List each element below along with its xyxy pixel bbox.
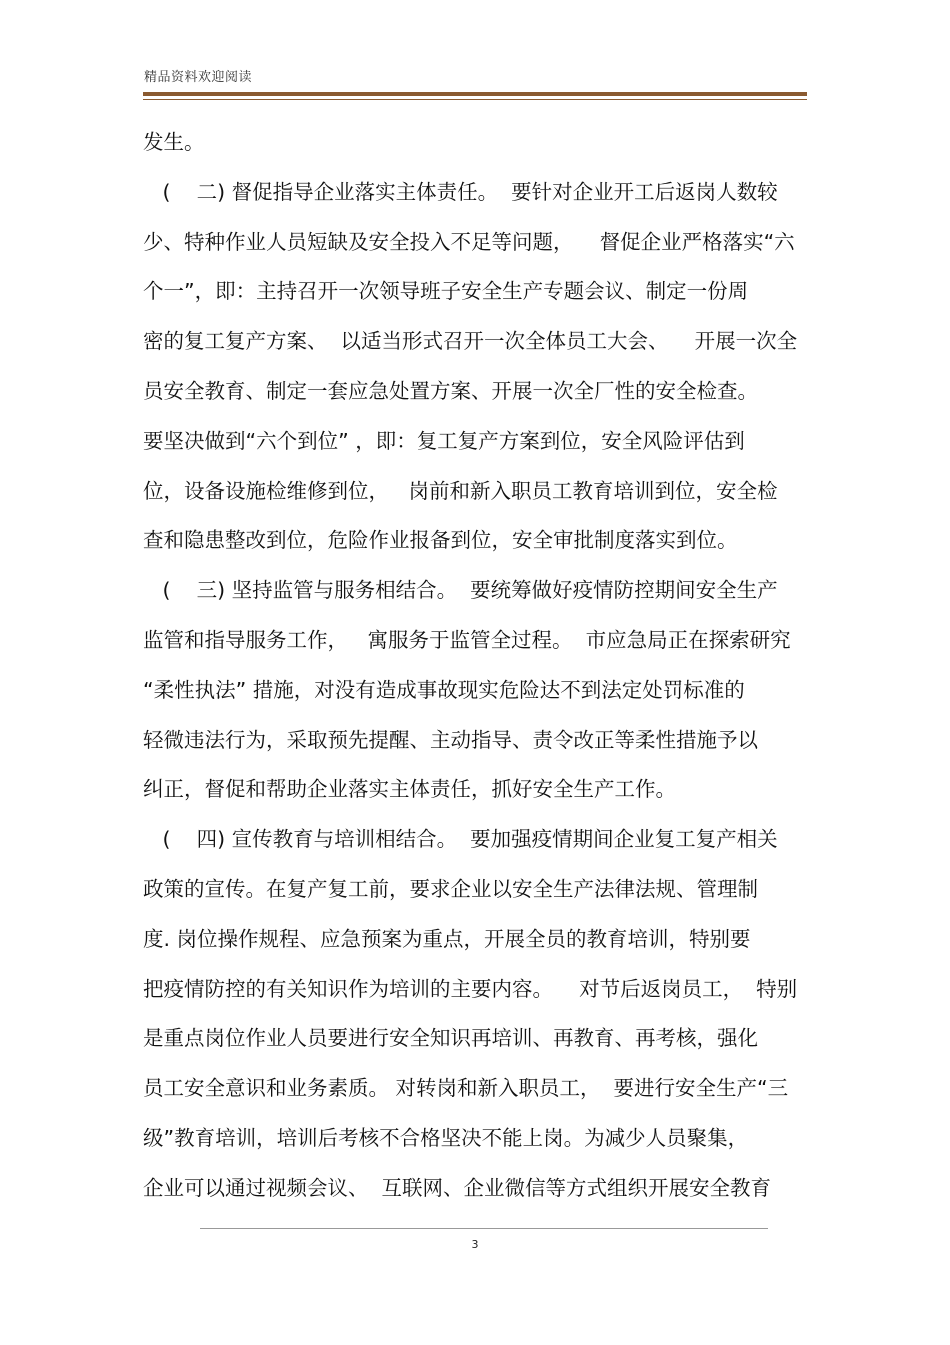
- body-line: ( 二) 督促指导企业落实主体责任。 要针对企业开工后返岗人数较: [143, 179, 778, 204]
- body-line: 级”教育培训，培训后考核不合格坚决不能上岗。为减少人员聚集，: [143, 1125, 749, 1150]
- header-title: 精品资料欢迎阅读: [144, 70, 253, 85]
- page-number: 3: [471, 1238, 479, 1251]
- body-line: 监管和指导服务工作， 寓服务于监管全过程。 市应急局正在探索研究: [143, 627, 791, 652]
- body-line: 企业可以通过视频会议、 互联网、企业微信等方式组织开展安全教育: [143, 1175, 772, 1200]
- body-line: “柔性执法” 措施，对没有造成事故现实危险达不到法定处罚标准的: [143, 677, 745, 702]
- header-rule-thick: [143, 92, 807, 96]
- body-line: ( 三) 坚持监管与服务相结合。 要统筹做好疫情防控期间安全生产: [143, 578, 778, 603]
- body-line: 度. 岗位操作规程、应急预案为重点，开展全员的教育培训，特别要: [143, 926, 751, 951]
- body-line: 个一”，即：主持召开一次领导班子安全生产专题会议、制定一份周: [143, 279, 749, 304]
- body-line: 政策的宣传。在复产复工前，要求企业以安全生产法律法规、管理制: [143, 876, 758, 901]
- body-line: 员工安全意识和业务素质。 对转岗和新入职员工， 要进行安全生产“三: [143, 1076, 789, 1101]
- body-line: 位，设备设施检维修到位， 岗前和新入职员工教育培训到位，安全检: [143, 478, 778, 503]
- body-line: 发生。: [143, 130, 205, 154]
- body-line: 密的复工复产方案、 以适当形式召开一次全体员工大会、 开展一次全: [143, 329, 798, 354]
- body-line: 把疫情防控的有关知识作为培训的主要内容。 对节后返岗员工， 特别: [143, 976, 798, 1001]
- body-line: ( 四) 宣传教育与培训相结合。 要加强疫情期间企业复工复产相关: [143, 827, 778, 852]
- body-line: 员安全教育、制定一套应急处置方案、开展一次全厂性的安全检查。: [143, 378, 758, 403]
- body-line: 少、特种作业人员短缺及安全投入不足等问题， 督促企业严格落实“六: [143, 229, 795, 254]
- body-line: 轻微违法行为，采取预先提醒、主动指导、责令改正等柔性措施予以: [143, 727, 758, 752]
- body-line: 纠正，督促和帮助企业落实主体责任，抓好安全生产工作。: [143, 777, 676, 802]
- body-line: 查和隐患整改到位，危险作业报备到位，安全审批制度落实到位。: [143, 528, 738, 553]
- body-line: 是重点岗位作业人员要进行安全知识再培训、再教育、再考核，强化: [143, 1026, 758, 1051]
- header-rule-thin: [143, 99, 807, 100]
- footer-rule: [200, 1228, 768, 1229]
- document-body: [143, 124, 808, 1220]
- body-line: 要坚决做到“六个到位” ，即：复工复产方案到位，安全风险评估到: [143, 428, 745, 453]
